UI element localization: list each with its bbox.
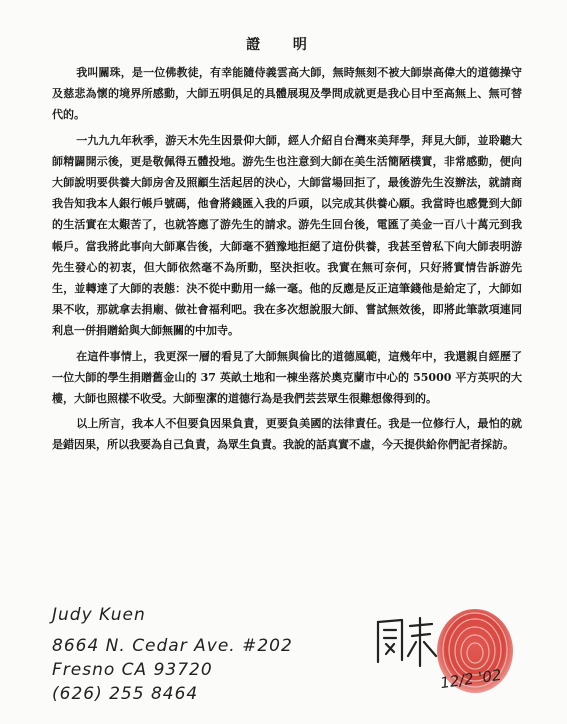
handwritten-city: Fresno CA 93720 [52,660,213,680]
paragraph-1: 我叫關珠，是一位佛教徒，有幸能隨侍義雲高大師，無時無刻不被大師崇高偉大的道德操守及慈悲為懷的境界所感動，大師五明俱足的具體展現及學問成就更是我心目中至高無上、無可替代的。 [52,66,522,122]
handwritten-date: 12/2 '02 [439,665,503,693]
paragraph-2: 一九九九年秋季，游天木先生因景仰大師，經人介紹自台灣來美拜學，拜見大師，並聆聽大師精闢開示後，更是敬佩得五體投地。游先生也注意到大師在美生活簡陋樸實，非常感動，便向大師說明要供養大師房舍及照顧生活起居的決心，大師當場回拒了，最後游先生沒辦法，就請商我告知我本人銀行帳戶號碼，他會將錢匯入我的戶頭，以完成其供養心願。我當時也感覺到大師的生活實在太艱苦了，也就答應了游先生的請求。游先生回台後，電匯了美金一百八十萬元到我帳戶。當我將此事向大師稟告後，大師毫不猶豫地拒絕了這份供養，我甚至曾私下向大師表明游先生發心的初衷，但大師依然毫不為所動，堅決拒收。我實在無可奈何，只好將實情告訴游先生，並轉達了大師的表態：決不從中動用一絲一毫。他的反應是反正這筆錢他是給定了，大師如果不收，那就拿去捐廟、做社會福利吧。我在多次想說服大師、嘗試無效後，即將此筆款項連同利息一併捐贈給與大師無關的中加寺。 [52,133,522,338]
paragraph-3: 在這件事情上，我更深一層的看見了大師無與倫比的道德風範，這幾年中，我還親自經歷了一位大師的學生捐贈舊金山的 37 英畝土地和一棟坐落於奧克蘭市中心的 55000 平方英呎的大樓，大師也照樣不收受。大師聖潔的道德行為是我們芸芸眾生很難想像得到的。 [52,349,522,406]
paragraph-4: 以上所言，我本人不但要負因果負責，更要負美國的法律責任。我是一位修行人，最怕的就是錯因果，所以我要為自己負責，為眾生負責。我說的話真實不虛，今天提供給你們記者採訪。 [52,417,522,452]
handwritten-address: 8664 N. Cedar Ave. #202 [52,636,293,656]
document-title: 證 明 [246,37,321,53]
document-body [52,62,522,460]
handwritten-name: Judy Kuen [52,605,146,625]
handwritten-phone: (626) 255 8464 [52,684,199,704]
